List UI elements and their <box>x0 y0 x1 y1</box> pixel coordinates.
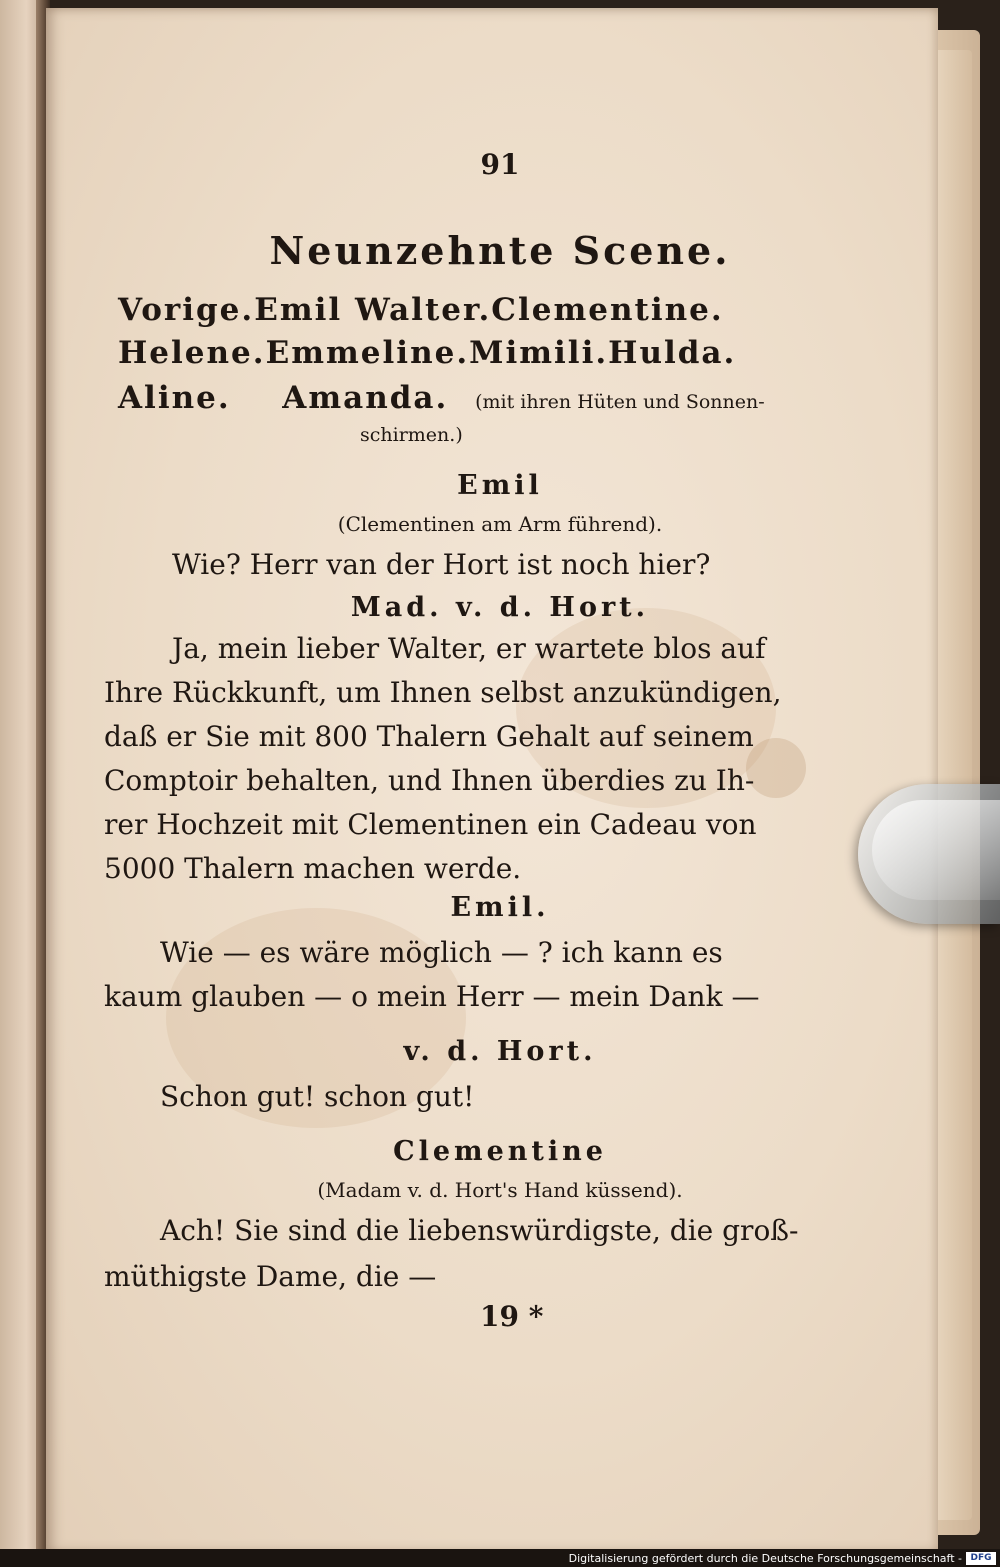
stage-direction: (Clementinen am Arm führend). <box>337 512 663 536</box>
cast-name: Amanda. <box>282 380 449 416</box>
footer-bar <box>0 1549 1000 1567</box>
page-number: 91 <box>480 148 520 181</box>
speaker-name: Emil <box>457 470 543 501</box>
cast-stage-note-cont: schirmen.) <box>360 424 463 446</box>
cast-line-1 <box>118 292 724 328</box>
cast-line-3 <box>118 380 765 416</box>
speaker-name: Clementine <box>393 1136 607 1167</box>
cast-name: Helene. <box>118 335 266 371</box>
stage-direction: (Madam v. d. Hort's Hand küssend). <box>317 1178 683 1202</box>
scene-title: Neunzehnte Scene. <box>269 228 731 273</box>
cast-name: Emil Walter. <box>254 292 492 328</box>
cast-name: Vorige. <box>118 292 255 328</box>
dialogue-line: kaum glauben — o mein Herr — mein Dank — <box>104 980 760 1013</box>
cast-name: Clementine. <box>491 292 724 328</box>
dialogue-line: Schon gut! schon gut! <box>160 1080 475 1113</box>
cast-name: Aline. <box>118 380 231 416</box>
dialogue-line: Ihre Rückkunft, um Ihnen selbst anzukündigen, <box>104 676 782 709</box>
speaker-name: Mad. v. d. Hort. <box>350 592 650 623</box>
cast-line-2 <box>118 335 737 371</box>
cast-name: Emmeline. <box>265 335 470 371</box>
cast-name: Hulda. <box>608 335 737 371</box>
glass-highlight <box>872 800 1000 900</box>
funding-note: Digitalisierung gefördert durch die Deutsche Forschungsgemeinschaft - <box>568 1552 962 1565</box>
paper-stain <box>746 738 806 798</box>
cast-stage-note: (mit ihren Hüten und Sonnen- <box>475 391 765 413</box>
dialogue-line: Wie — es wäre möglich — ? ich kann es <box>160 936 723 969</box>
dialogue-line: Comptoir behalten, und Ihnen überdies zu Ih- <box>104 764 755 797</box>
dialogue-line: rer Hochzeit mit Clementinen ein Cadeau von <box>104 808 757 841</box>
speaker-name: Emil. <box>450 892 550 923</box>
cast-name: Mimili. <box>469 335 609 371</box>
dialogue-line: Ja, mein lieber Walter, er wartete blos auf <box>172 632 766 665</box>
printer-signature: 19 * <box>480 1300 544 1333</box>
dialogue-line: Wie? Herr van der Hort ist noch hier? <box>172 548 711 581</box>
speaker-name: v. d. Hort. <box>403 1036 597 1067</box>
dialogue-line: müthigste Dame, die — <box>104 1260 437 1293</box>
dfg-logo: DFG <box>966 1552 996 1565</box>
dialogue-line: 5000 Thalern machen werde. <box>104 852 522 885</box>
dialogue-line: Ach! Sie sind die liebenswürdigste, die groß- <box>160 1214 799 1247</box>
dialogue-line: daß er Sie mit 800 Thalern Gehalt auf seinem <box>104 720 754 753</box>
